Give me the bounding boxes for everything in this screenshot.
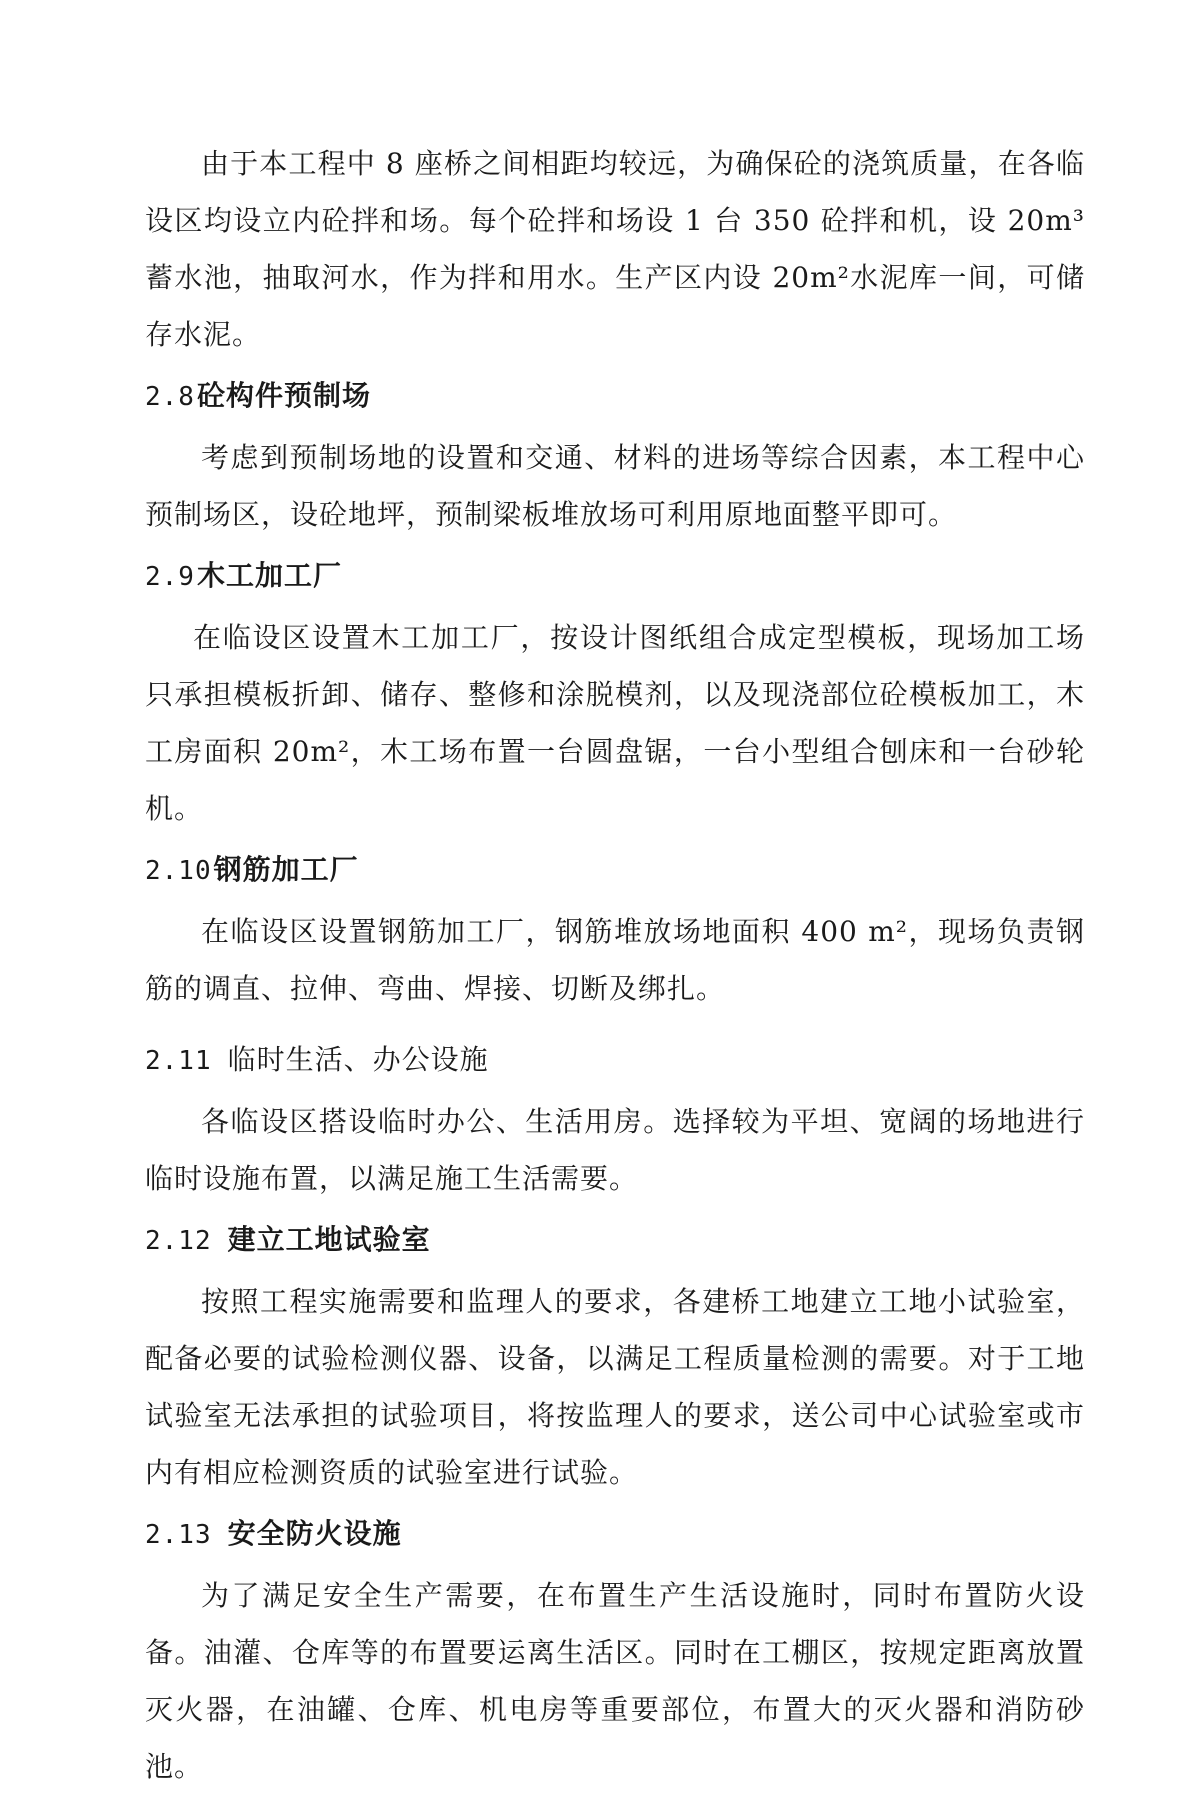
section-title: 钢筋加工厂 [213,853,359,886]
section-2-10-paragraph: 在临设区设置钢筋加工厂，钢筋堆放场地面积 400 m²，现场负责钢筋的调直、拉伸、弯曲、焊接、切断及绑扎。 [145,915,1085,1005]
section-title: 木工加工厂 [196,559,342,592]
section-number: 2.13 [145,1520,212,1550]
section-number: 2.11 [145,1046,212,1076]
section-number: 2.8 [145,382,195,412]
section-2-13-paragraph: 为了满足安全生产需要，在布置生产生活设施时，同时布置防火设备。油灌、仓库等的布置要运离生活区。同时在工棚区，按规定距离放置灭火器，在油罐、仓库、机电房等重要部位，布置大的灭火器和消防砂池。 [145,1579,1085,1783]
section-number: 2.9 [145,562,195,592]
section-2-8-heading [145,367,1085,426]
section-title: 砼构件预制场 [196,379,371,412]
section-2-12-paragraph: 按照工程实施需要和监理人的要求，各建桥工地建立工地小试验室，配备必要的试验检测仪器、设备，以满足工程质量检测的需要。对于工地试验室无法承担的试验项目，将按监理人的要求，送公司中心试验室或市内有相应检测资质的试验室进行试验。 [145,1285,1085,1489]
section-2-11-heading [145,1031,1085,1090]
section-title: 临时生活、办公设施 [227,1043,489,1076]
section-2-9-paragraph: 在临设区设置木工加工厂，按设计图纸组合成定型模板，现场加工场只承担模板折卸、储存、整修和涂脱模剂，以及现浇部位砼模板加工，木工房面积 20m²，木工场布置一台圆盘锯，一台小型组合刨床和一台砂轮机。 [145,621,1085,825]
section-title: 安全防火设施 [227,1517,402,1550]
section-2-8-paragraph: 考虑到预制场地的设置和交通、材料的进场等综合因素，本工程中心预制场区，设砼地坪，预制梁板堆放场可利用原地面整平即可。 [145,441,1085,531]
document-page [145,135,1085,1795]
section-title: 建立工地试验室 [227,1223,431,1256]
section-2-12-heading [145,1211,1085,1270]
section-2-13-heading [145,1505,1085,1564]
section-2-9-heading [145,547,1085,606]
section-number: 2.10 [145,856,212,886]
section-2-10-heading [145,841,1085,900]
section-number: 2.12 [145,1226,212,1256]
section-2-11-paragraph: 各临设区搭设临时办公、生活用房。选择较为平坦、宽阔的场地进行临时设施布置，以满足施工生活需要。 [145,1105,1085,1195]
intro-paragraph: 由于本工程中 8 座桥之间相距均较远，为确保砼的浇筑质量，在各临设区均设立内砼拌和场。每个砼拌和场设 1 台 350 砼拌和机，设 20m³蓄水池，抽取河水，作为拌和用水。生产区内设 20m²水泥库一间，可储存水泥。 [145,147,1085,351]
